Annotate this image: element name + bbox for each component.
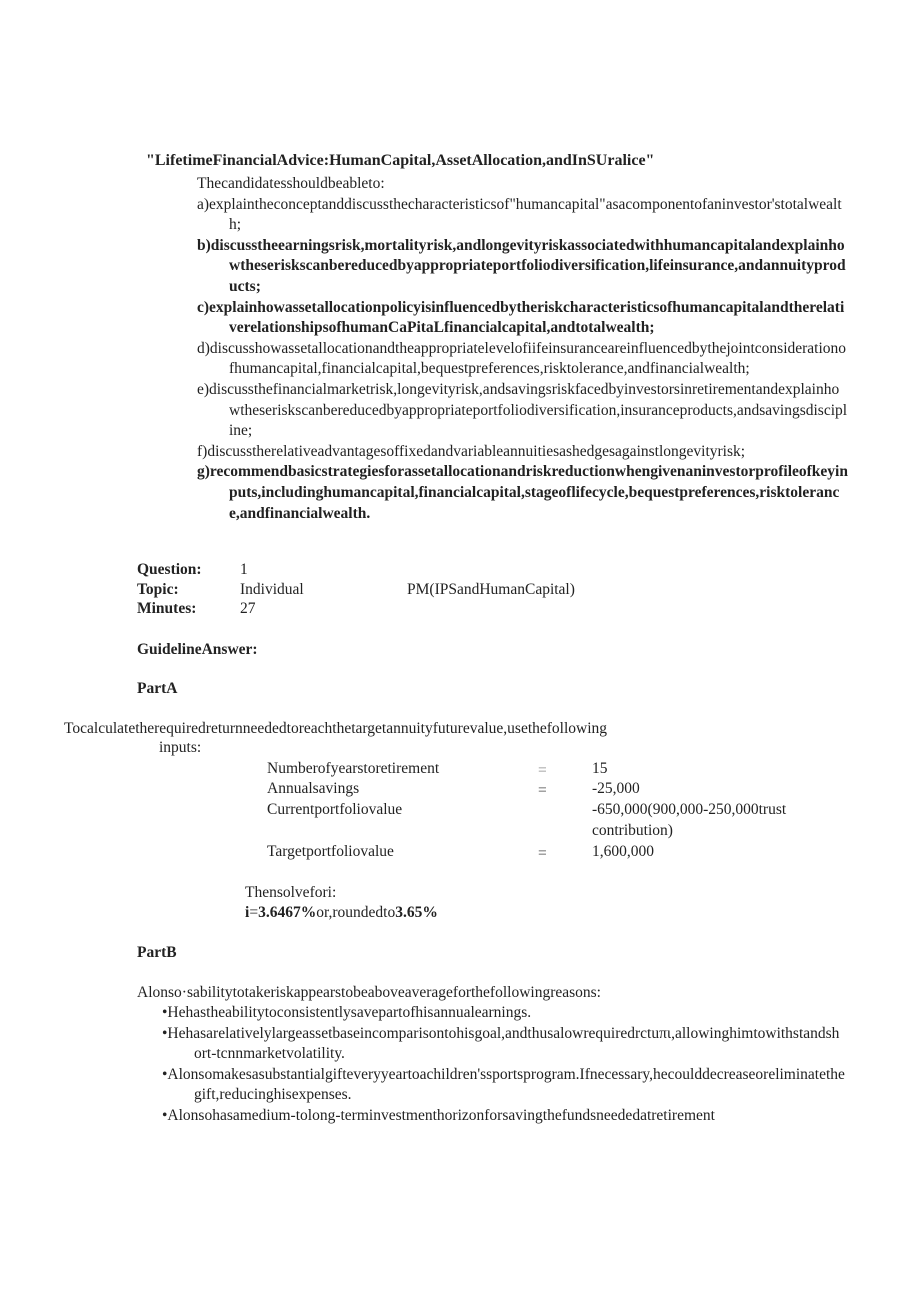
outcome-f: f)discusstherelativeadvantagesoffixedandvariableannuitiesashedgesagainstlongevityrisk; — [197, 442, 746, 460]
input-label: Currentportfoliovalue — [267, 801, 403, 818]
outcome-c: c)explainhowassetallocationpolicyisinfluencedbytheriskcharacteristicsofhumancapitalandtherelativerelationshipsofhumanCaPitaLfinancialcapital,andtotalwealth; — [197, 298, 845, 337]
reasons-list — [162, 1003, 846, 1127]
guideline-heading: GuidelineAnswer: — [137, 641, 258, 658]
outcome-g: g)recommendbasicstrategiesforassetallocationandriskreductionwhengivenaninvestorprofileofkeyinputs,includinghumancapital,financialcapital,stageoflifecycle,bequestpreferences,risktolerance,andfinancialwealth. — [197, 463, 848, 522]
result-rounded: 3.65% — [395, 904, 438, 921]
outcome-b: b)discusstheearningsrisk,mortalityrisk,andlongevityriskassociatedwithhumancapitalandexplainhowtheseriskscanbereducedbyappropriateportfoliodiversification,lifeinsurance,andannuityproducts; — [197, 236, 846, 295]
list-item: •Alonsomakesasubstantialgifteveryyeartoachildren'ssportsprogram.Ifnecessary,hecoulddecreaseoreliminatethegift,reducinghisexpenses. — [162, 1065, 845, 1104]
list-item: •Hehastheabilitytoconsistentlysavepartofhisannualearnings. — [162, 1004, 532, 1021]
input-value: 1,600,000 — [592, 843, 654, 860]
outcome-e: e)discussthefinancialmarketrisk,longevityrisk,andsavingsriskfacedbyinvestorsinretirementandexplainhowtheseriskscanbereducedbyappropriateportfoliodiversification,insuranceproducts,andsavingsdiscipline; — [197, 380, 848, 440]
list-item: •Hehasarelativelylargeassetbaseincomparisontohisgoal,andthusalowrequiredrctuπι,allowinghimtowithstandshort-tcnnmarketvolatility. — [162, 1024, 840, 1063]
equals-sign: = — [538, 762, 547, 779]
input-label: Annualsavings — [267, 780, 360, 797]
equals-sign: = — [538, 782, 547, 799]
minutes-value: 27 — [240, 600, 256, 617]
result-equals: = — [249, 904, 259, 921]
part-b-heading: PartB — [137, 944, 177, 961]
part-a-intro-cont: inputs: — [159, 739, 202, 756]
result-value: 3.6467% — [258, 904, 317, 921]
part-a-heading: PartA — [137, 680, 178, 697]
input-label: Numberofyearstoretirement — [267, 760, 440, 777]
input-value-cont: contribution) — [592, 822, 673, 839]
outcome-d: d)discusshowassetallocationandtheappropriatelevelofiifeinsuranceareinfluencedbythejointconsiderationofhumancapital,financialcapital,bequestpreferences,risktolerance,andfinancialwealth; — [197, 339, 847, 378]
input-value: -650,000(900,000-250,000trust — [592, 801, 787, 818]
input-label: Targetportfoliovalue — [267, 843, 394, 860]
list-item: •Alonsohasamedium-tolong-terminvestmenthorizonforsavingthefundsneededatretirement — [162, 1106, 715, 1124]
solve-line: Thensolvefori: — [245, 884, 337, 901]
topic-value-detail: PM(IPSandHumanCapital) — [407, 581, 575, 598]
question-label: Question: — [137, 561, 202, 578]
input-value: -25,000 — [592, 780, 640, 797]
equals-sign: = — [538, 845, 547, 862]
part-a-intro: Tocalculatetherequiredreturnneededtoreachthetargetannuityfuturevalue,usethefollowing — [64, 720, 608, 737]
input-value: 15 — [592, 760, 608, 777]
learning-outcomes — [197, 174, 849, 524]
result-line — [245, 904, 438, 922]
outline-intro: Thecandidatesshouldbeableto: — [197, 175, 385, 192]
question-value: 1 — [240, 561, 248, 578]
result-variable: i — [245, 904, 250, 921]
topic-label: Topic: — [137, 581, 179, 598]
part-b-intro: Alonso·sabilitytotakeriskappearstobeaboveaverageforthefollowingreasons: — [137, 984, 601, 1001]
outcome-a: a)explaintheconceptanddiscussthecharacteristicsof"humancapital"asacomponentofaninvestor'stotalwealth; — [197, 195, 842, 234]
document-title: "LifetimeFinancialAdvice:HumanCapital,AssetAllocation,andInSUralice" — [146, 152, 655, 169]
result-mid: or,roundedto — [316, 904, 396, 921]
minutes-label: Minutes: — [137, 600, 197, 617]
topic-value: Individual — [240, 581, 304, 598]
